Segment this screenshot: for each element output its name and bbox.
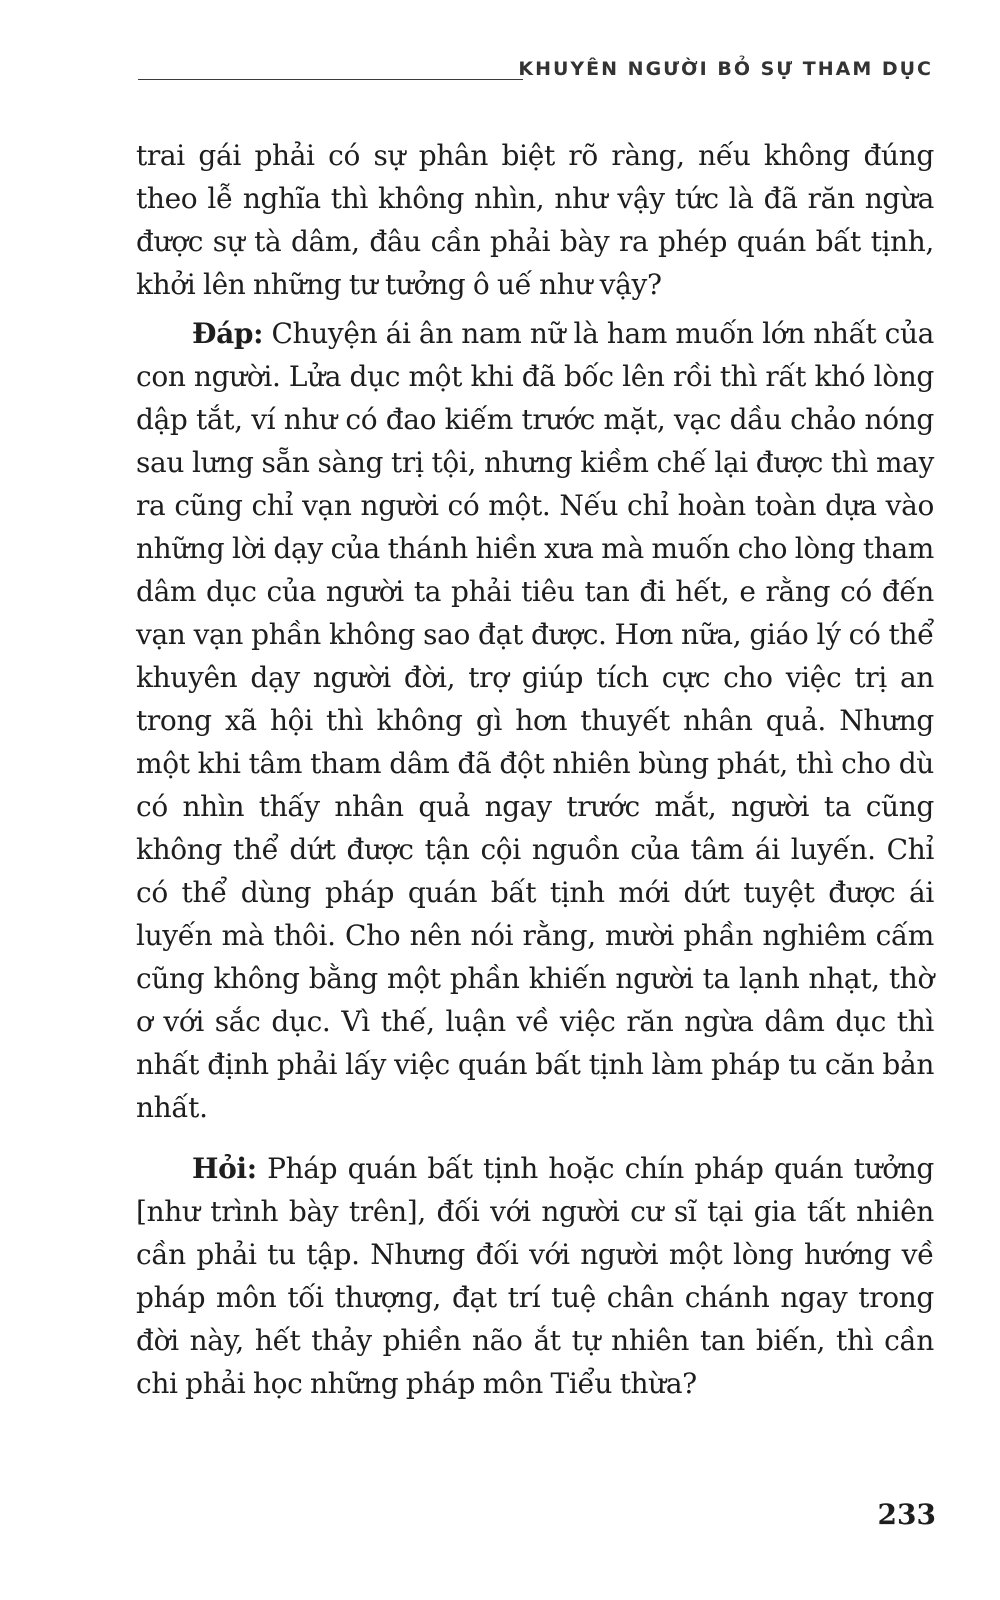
answer-lead: Đáp:	[192, 317, 264, 350]
running-header	[138, 58, 933, 88]
header-rule	[138, 79, 523, 80]
paragraph-text: Chuyện ái ân nam nữ là ham muốn lớn nhất của con người. Lửa dục một khi đã bốc lên rồi thì rất khó lòng dập tắt, ví như có đao kiếm trước mặt, vạc dầu chảo nóng sau lưng sẵn sàng trị tội, nhưng kiềm chế lại được thì may ra cũng chỉ vạn người có một. Nếu chỉ hoàn toàn dựa vào những lời dạy của thánh hiền xưa mà muốn cho lòng tham dâm dục của người ta phải tiêu tan đi hết, e rằng có đến vạn vạn phần không sao đạt được. Hơn nữa, giáo lý có thể khuyên dạy người đời, trợ giúp tích cực cho việc trị an trong xã hội thì không gì hơn thuyết nhân quả. Nhưng một khi tâm tham dâm đã đột nhiên bùng phát, thì cho dù có nhìn thấy nhân quả ngay trước mắt, người ta cũng không thể dứt được tận cội nguồn của tâm ái luyến. Chỉ có thể dùng pháp quán bất tịnh mới dứt tuyệt được ái luyến mà thôi. Cho nên nói rằng, mười phần nghiêm cấm cũng không bằng một phần khiến người ta lạnh nhạt, thờ ơ với sắc dục. Vì thế, luận về việc răn ngừa dâm dục thì nhất định phải lấy việc quán bất tịnh làm pháp tu căn bản nhất.	[136, 317, 934, 1124]
paragraph-answer	[136, 312, 934, 1129]
running-title: KHUYÊN NGƯỜI BỎ SỰ THAM DỤC	[518, 58, 933, 80]
paragraph-question	[136, 1147, 934, 1405]
page-number: 233	[877, 1498, 936, 1531]
paragraph-text: trai gái phải có sự phân biệt rõ ràng, nếu không đúng theo lễ nghĩa thì không nhìn, như vậy tức là đã răn ngừa được sự tà dâm, đâu cần phải bày ra phép quán bất tịnh, khởi lên những tư tưởng ô uế như vậy?	[136, 139, 934, 301]
page-body	[136, 134, 934, 1405]
paragraph-continued	[136, 134, 934, 306]
paragraph-text: Pháp quán bất tịnh hoặc chín pháp quán tưởng [như trình bày trên], đối với người cư sĩ tại gia tất nhiên cần phải tu tập. Nhưng đối với người một lòng hướng về pháp môn tối thượng, đạt trí tuệ chân chánh ngay trong đời này, hết thảy phiền não ắt tự nhiên tan biến, thì cần chi phải học những pháp môn Tiểu thừa?	[136, 1152, 934, 1400]
question-lead: Hỏi:	[192, 1152, 257, 1185]
